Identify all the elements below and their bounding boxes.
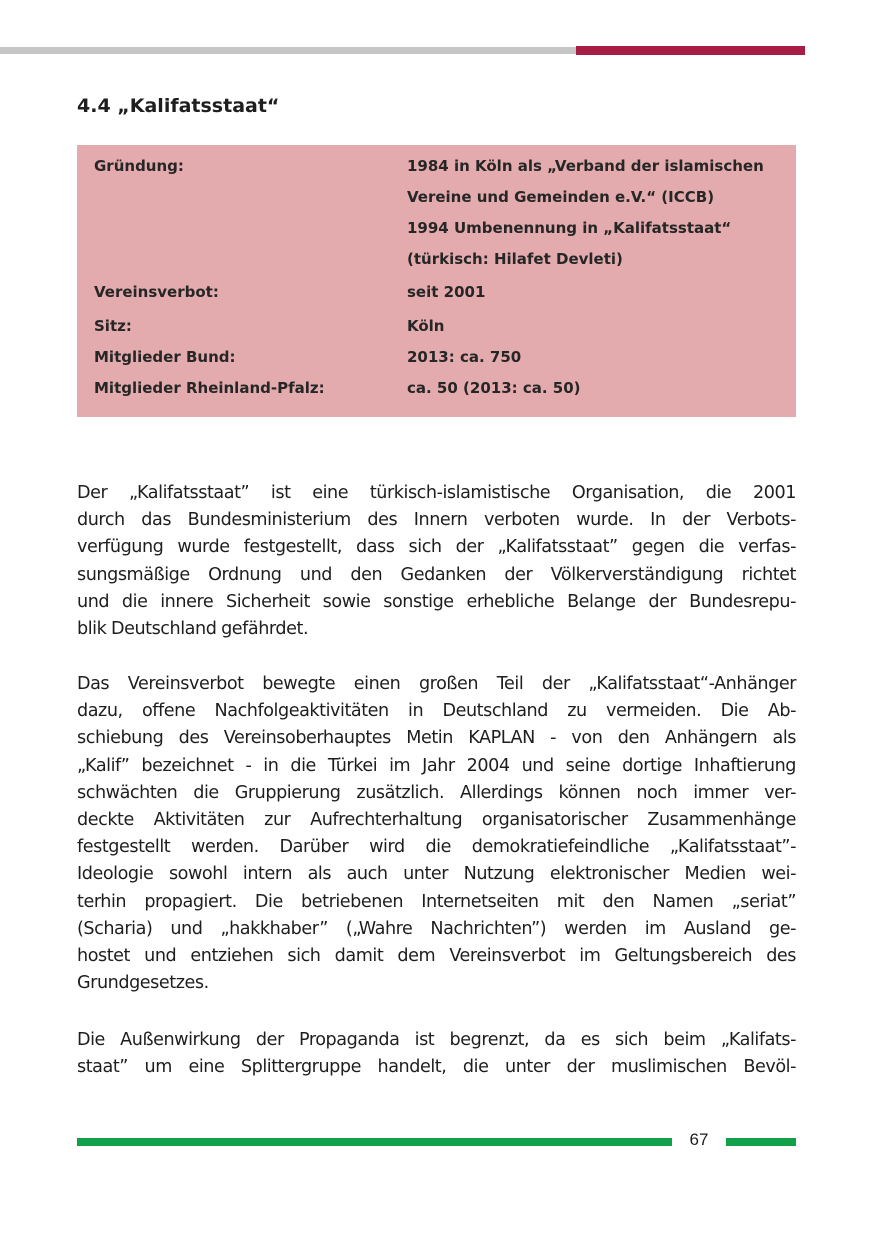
info-value: 2013: ca. 750 [407,348,522,366]
text-line: schwächten die Gruppierung zusätzlich. Allerdings können noch immer ver- [77,782,796,803]
footer-rule-right [726,1138,796,1146]
paragraph-1 [77,480,796,643]
footer-rule-left [77,1138,672,1146]
text-line: blik Deutschland gefährdet. [77,619,309,640]
text-line: terhin propagiert. Die betriebenen Internetseiten mit den Namen „seriat” [77,891,796,912]
text-line: Der „Kalifatsstaat” ist eine türkisch-islamistische Organisation, die 2001 [77,483,796,503]
info-value: 1984 in Köln als „Verband der islamischen [407,157,764,175]
info-value: seit 2001 [407,283,486,301]
text-line: „Kalif” bezeichnet - in die Türkei im Jahr 2004 und seine dortige Inhaftierung [77,755,796,776]
info-value: (türkisch: Hilafet Devleti) [407,250,623,268]
info-value: 1994 Umbenennung in „Kalifatsstaat“ [407,219,732,237]
info-box [77,145,796,417]
info-value: Vereine und Gemeinden e.V.“ (ICCB) [407,188,715,206]
text-line: hostet und entziehen sich damit dem Vereinsverbot im Geltungsbereich des [77,946,796,967]
header-rule-red [576,46,805,55]
text-line: schiebung des Vereinsoberhauptes Metin KAPLAN - von den Anhängern als [77,728,796,749]
info-label: Sitz: [94,317,132,335]
text-line: dazu, offene Nachfolgeaktivitäten in Deutschland zu vermeiden. Die Ab- [77,701,796,722]
text-line: und die innere Sicherheit sowie sonstige erhebliche Belange der Bundesrepu- [77,591,796,612]
text-line: verfügung wurde festgestellt, dass sich der „Kalifatsstaat” gegen die verfas- [77,537,796,558]
text-line: festgestellt werden. Darüber wird die demokratiefeindliche „Kalifatsstaat”- [77,837,796,858]
text-line: Die Außenwirkung der Propaganda ist begrenzt, da es sich beim „Kalifats- [77,1030,796,1050]
info-label: Mitglieder Bund: [94,348,236,366]
paragraph-2 [77,671,796,997]
text-line: staat” um eine Splittergruppe handelt, die unter der muslimischen Bevöl- [77,1057,796,1078]
info-value: Köln [407,317,445,335]
page-number: 67 [689,1130,709,1149]
text-line: Grundgesetzes. [77,973,209,994]
info-label: Gründung: [94,157,184,175]
header-rule-grey [0,47,576,54]
text-line: Ideologie sowohl intern als auch unter Nutzung elektronischer Medien wei- [77,864,796,885]
text-line: sungsmäßige Ordnung und den Gedanken der Völkerverständigung richtet [77,564,796,585]
paragraph-3 [77,1027,796,1081]
text-line: deckte Aktivitäten zur Aufrechterhaltung organisatorischer Zusammenhänge [77,810,796,831]
info-value: ca. 50 (2013: ca. 50) [407,379,581,397]
text-line: (Scharia) und „hakkhaber” („Wahre Nachrichten”) werden im Ausland ge- [77,918,796,939]
text-line: Das Vereinsverbot bewegte einen großen Teil der „Kalifatsstaat“-Anhänger [77,674,796,694]
section-title: 4.4 „Kalifatsstaat“ [77,95,280,117]
text-line: durch das Bundesministerium des Innern verboten wurde. In der Verbots- [77,510,796,531]
info-label: Mitglieder Rheinland-Pfalz: [94,379,325,397]
info-label: Vereinsverbot: [94,283,219,301]
